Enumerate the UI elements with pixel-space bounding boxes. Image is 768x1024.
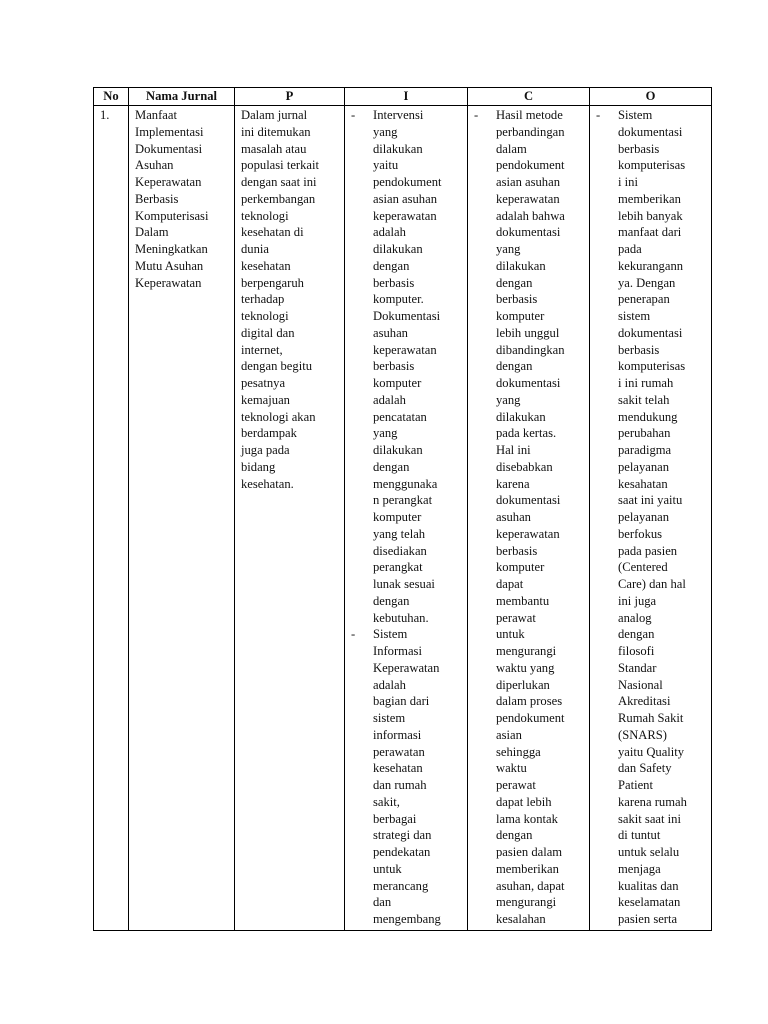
header-nama-jurnal: Nama Jurnal: [129, 88, 235, 106]
dash-bullet: -: [474, 108, 479, 122]
cell-p: [235, 106, 345, 931]
cell-i: [345, 106, 468, 931]
row-number: 1.: [100, 108, 110, 122]
header-no: No: [94, 88, 129, 106]
outcome-list: [596, 107, 707, 928]
journal-review-table: [93, 87, 712, 931]
comparison-list: [474, 107, 585, 928]
problem-text: Dalam jurnal ini ditemukan masalah atau populasi terkait dengan saat ini perkembangan teknologi kesehatan di dunia kesehatan berpengaruh terhadap teknologi digital dan internet, dengan begitu pesatnya kemajuan teknologi akan berdampak juga pada bidang kesehatan.: [241, 108, 319, 491]
dash-bullet: -: [596, 108, 601, 122]
header-o: O: [590, 88, 712, 106]
header-c: C: [468, 88, 590, 106]
comparison-item: [474, 107, 585, 928]
table-row: [94, 106, 712, 931]
intervention-item: [351, 107, 463, 626]
cell-no: [94, 106, 129, 931]
comparison-text: Hasil metode perbandingan dalam pendokument asian asuhan keperawatan adalah bahwa dokumentasi yang dilakukan dengan berbasis komputer lebih unggul dibandingkan dengan dokumentasi yang dilakukan pada kertas. Hal ini disebabkan karena dokumentasi asuhan keperawatan berbasis komputer dapat membantu perawat untuk mengurangi waktu yang diperlukan dalam proses pendokument asian sehingga waktu perawat dapat lebih lama kontak dengan pasien dalam memberikan asuhan, dapat mengurangi kesalahan: [496, 108, 565, 926]
dash-bullet: -: [351, 108, 356, 122]
outcome-text: Sistem dokumentasi berbasis komputerisas i ini memberikan lebih banyak manfaat dari pada kekurangann ya. Dengan penerapan sistem dokumentasi berbasis komputerisas i ini rumah sakit telah mendukung perubahan paradigma pelayanan kesahatan saat ini yaitu pelayanan berfokus pada pasien (Centered Care) dan hal ini juga analog dengan filosofi Standar Nasional Akreditasi Rumah Sakit (SNARS) yaitu Quality dan Safety Patient karena rumah sakit saat ini di tuntut untuk selalu menjaga kualitas dan keselamatan pasien serta: [618, 108, 687, 926]
intervention-text: Sistem Informasi Keperawatan adalah bagian dari sistem informasi perawatan kesehatan dan rumah sakit, berbagai strategi dan pendekatan untuk merancang dan mengembang: [373, 627, 441, 926]
intervention-list: [351, 107, 463, 928]
table-header-row: [94, 88, 712, 106]
header-p: P: [235, 88, 345, 106]
cell-c: [468, 106, 590, 931]
cell-o: [590, 106, 712, 931]
cell-nama-jurnal: [129, 106, 235, 931]
intervention-item: [351, 626, 463, 928]
intervention-text: Intervensi yang dilakukan yaitu pendokument asian asuhan keperawatan adalah dilakukan dengan berbasis komputer. Dokumentasi asuhan keperawatan berbasis komputer adalah pencatatan yang dilakukan dengan menggunaka n perangkat komputer yang telah disediakan perangkat lunak sesuai dengan kebutuhan.: [373, 108, 442, 625]
dash-bullet: -: [351, 627, 356, 642]
outcome-item: [596, 107, 707, 928]
journal-name: Manfaat Implementasi Dokumentasi Asuhan Keperawatan Berbasis Komputerisasi Dalam Meningkatkan Mutu Asuhan Keperawatan: [135, 108, 209, 290]
header-i: I: [345, 88, 468, 106]
